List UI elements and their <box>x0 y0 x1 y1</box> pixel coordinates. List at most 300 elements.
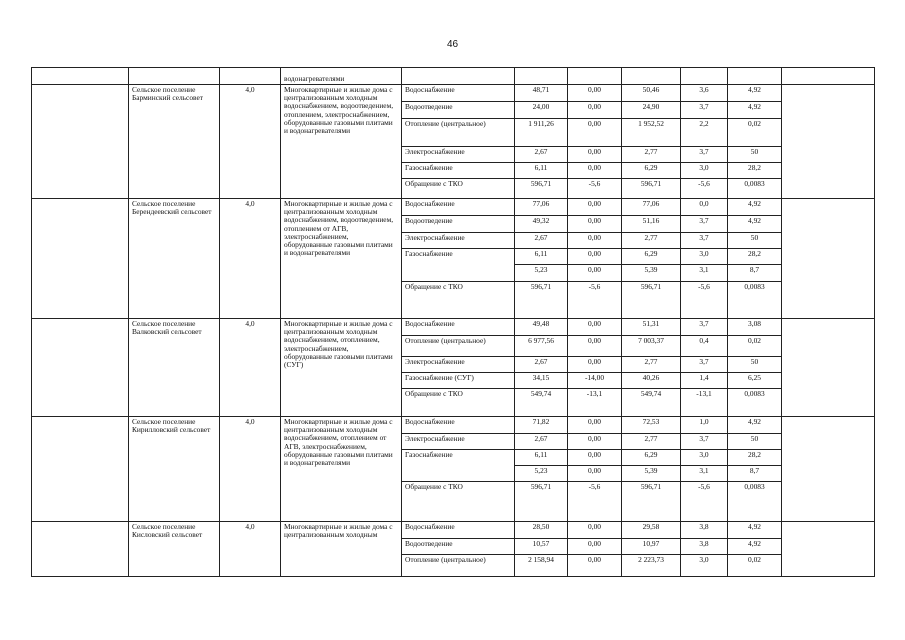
coef-value: 4,0 <box>245 522 255 531</box>
value-v5: 8,7 <box>749 265 760 274</box>
value-v3: 10,97 <box>642 539 660 548</box>
consumer-cell <box>281 85 402 199</box>
settlement-name: Сельское поселение Барминский сельсовет <box>132 85 203 103</box>
value-cell-v3 <box>622 357 681 373</box>
value-cell-v1 <box>515 179 568 199</box>
settlement-cell <box>129 417 220 522</box>
service-name: Водоотведение <box>405 216 453 225</box>
value-cell-v3 <box>622 319 681 336</box>
value-v3: 596,71 <box>640 482 662 491</box>
value-v5: 4,92 <box>748 216 761 225</box>
service-name: Водоснабжение <box>405 85 455 94</box>
value-cell-v1 <box>515 119 568 147</box>
value-cell-v3 <box>622 85 681 102</box>
value-cell-v1 <box>515 389 568 417</box>
value-cell-v5 <box>728 450 782 466</box>
value-v5: 4,92 <box>748 199 761 208</box>
settlement-name: Сельское поселение Кисловский сельсовет <box>132 522 203 540</box>
value-cell-v3 <box>622 522 681 539</box>
consumer-text: Многоквартирные и жилые дома с централизованным холодным водоснабжением, водоотведением, отоплением от АГВ, электроснабжением, оборудованные газовыми плитами и водонагревателями <box>284 199 394 258</box>
value-cell-v3 <box>622 249 681 265</box>
service-name-cell <box>402 482 515 522</box>
value-v3: 29,58 <box>642 522 660 531</box>
coef-value: 4,0 <box>245 85 255 94</box>
value-cell-v4 <box>681 539 728 555</box>
value-v1: 6,11 <box>534 163 548 172</box>
service-name-cell <box>402 179 515 199</box>
value-v3: 2 223,73 <box>638 555 664 564</box>
service-name: Отопление (центральное) <box>405 119 486 128</box>
value-cell-v4 <box>681 450 728 466</box>
value-v2: 0,00 <box>588 199 601 208</box>
consumer-text: Многоквартирные и жилые дома с централизованным холодным водоснабжением, отоплением от АГВ, электроснабжением, оборудованные газовыми плитами и водонагревателями <box>284 417 393 468</box>
blank-cell <box>568 68 622 85</box>
value-cell-v3 <box>622 466 681 482</box>
table-body <box>32 68 875 577</box>
consumer-text: Многоквартирные и жилые дома с централизованным холодным <box>284 522 393 540</box>
value-cell-v2 <box>568 199 622 216</box>
service-name: Электроснабжение <box>405 357 465 366</box>
value-v2: 0,00 <box>588 163 601 172</box>
value-cell-v4 <box>681 147 728 163</box>
value-v2: 0,00 <box>588 466 601 475</box>
value-cell-v4 <box>681 482 728 522</box>
service-name-cell <box>402 357 515 373</box>
value-v1: 596,71 <box>530 179 552 188</box>
value-cell-v4 <box>681 85 728 102</box>
value-v3: 596,71 <box>640 179 662 188</box>
value-v1: 2,67 <box>534 233 548 242</box>
value-v4: 3,7 <box>699 147 709 156</box>
value-v4: 3,0 <box>699 555 709 564</box>
consumer-text: Многоквартирные и жилые дома с централизованным холодным водоснабжением, отоплением, электроснабжением, оборудованные газовыми плитами (СУГ) <box>284 319 393 370</box>
value-v1: 2,67 <box>534 147 548 156</box>
value-v4: 3,7 <box>699 319 709 328</box>
service-name-cell <box>402 119 515 147</box>
blank-cell <box>681 68 728 85</box>
value-cell-v2 <box>568 265 622 282</box>
value-cell-v5 <box>728 102 782 119</box>
value-cell-v1 <box>515 450 568 466</box>
coef-value: 4,0 <box>245 417 255 426</box>
value-v1: 5,23 <box>534 466 548 475</box>
blank-cell <box>32 199 129 319</box>
value-cell-v5 <box>728 389 782 417</box>
value-v1: 5,23 <box>534 265 548 274</box>
value-v3: 7 003,37 <box>638 336 664 345</box>
value-v1: 2,67 <box>534 357 548 366</box>
tariff-table <box>31 67 875 577</box>
value-v1: 49,32 <box>532 216 550 225</box>
value-cell-v5 <box>728 216 782 233</box>
blank-cell <box>782 199 875 319</box>
blank-cell <box>220 68 281 85</box>
value-cell-v2 <box>568 466 622 482</box>
value-cell-v3 <box>622 389 681 417</box>
value-v4: 1,0 <box>699 417 709 426</box>
value-v4: 3,1 <box>699 466 709 475</box>
consumer-cell <box>281 319 402 417</box>
value-v1: 77,06 <box>532 199 550 208</box>
value-v1: 71,82 <box>532 417 550 426</box>
value-cell-v1 <box>515 373 568 389</box>
blank-cell <box>32 85 129 199</box>
value-cell-v3 <box>622 265 681 282</box>
value-cell-v1 <box>515 417 568 434</box>
value-cell-v3 <box>622 233 681 249</box>
service-name-cell <box>402 199 515 216</box>
value-v5: 4,92 <box>748 539 761 548</box>
value-v5: 4,92 <box>748 102 761 111</box>
value-cell-v2 <box>568 389 622 417</box>
service-name: Обращение с ТКО <box>405 389 463 398</box>
settlement-cell <box>129 85 220 199</box>
value-v4: 3,7 <box>699 216 709 225</box>
table-row <box>32 417 875 434</box>
table-row <box>32 522 875 539</box>
value-cell-v5 <box>728 466 782 482</box>
settlement-name: Сельское поселение Валковский сельсовет <box>132 319 202 337</box>
service-name: Газоснабжение <box>405 163 453 172</box>
service-name: Отопление (центральное) <box>405 555 486 564</box>
value-cell-v2 <box>568 434 622 450</box>
value-v1: 6,11 <box>534 450 548 459</box>
value-cell-v5 <box>728 336 782 357</box>
value-cell-v3 <box>622 555 681 577</box>
service-name: Электроснабжение <box>405 233 465 242</box>
value-cell-v5 <box>728 522 782 539</box>
coef-cell <box>220 522 281 577</box>
value-v5: 0,02 <box>748 555 761 564</box>
coef-value: 4,0 <box>245 199 255 208</box>
value-v2: 0,00 <box>588 357 601 366</box>
value-cell-v3 <box>622 434 681 450</box>
value-v1: 2 158,94 <box>528 555 554 564</box>
value-cell-v1 <box>515 233 568 249</box>
value-v2: 0,00 <box>588 147 601 156</box>
settlement-cell <box>129 199 220 319</box>
value-cell-v5 <box>728 119 782 147</box>
value-v3: 5,39 <box>644 466 658 475</box>
value-v4: -5,6 <box>698 482 710 491</box>
value-v5: 28,2 <box>748 163 761 172</box>
service-name-cell <box>402 249 515 282</box>
value-v3: 51,31 <box>642 319 660 328</box>
value-v4: 3,7 <box>699 102 709 111</box>
consumer-cell <box>281 417 402 522</box>
value-v5: 4,92 <box>748 522 761 531</box>
value-cell-v3 <box>622 539 681 555</box>
service-name: Газоснабжение <box>405 450 453 459</box>
value-cell-v4 <box>681 357 728 373</box>
value-cell-v3 <box>622 336 681 357</box>
value-v3: 1 952,52 <box>638 119 664 128</box>
value-cell-v5 <box>728 163 782 179</box>
service-name-cell <box>402 319 515 336</box>
value-cell-v2 <box>568 249 622 265</box>
value-v3: 6,29 <box>644 163 658 172</box>
value-cell-v1 <box>515 265 568 282</box>
value-v2: 0,00 <box>588 249 601 258</box>
value-v3: 2,77 <box>644 233 658 242</box>
blank-cell <box>32 319 129 417</box>
value-v2: 0,00 <box>588 336 601 345</box>
value-v2: 0,00 <box>588 417 601 426</box>
value-cell-v5 <box>728 417 782 434</box>
coef-cell <box>220 85 281 199</box>
value-v1: 6 977,56 <box>528 336 554 345</box>
blank-cell <box>782 319 875 417</box>
table-row-continued <box>32 68 875 85</box>
blank-cell <box>622 68 681 85</box>
blank-cell <box>782 522 875 577</box>
value-v4: 3,7 <box>699 357 709 366</box>
value-cell-v4 <box>681 216 728 233</box>
value-v2: 0,00 <box>588 522 601 531</box>
value-v5: 0,0083 <box>744 282 765 291</box>
blank-cell <box>32 417 129 522</box>
coef-value: 4,0 <box>245 319 255 328</box>
value-v1: 2,67 <box>534 434 548 443</box>
value-v4: 3,1 <box>699 265 709 274</box>
value-v2: 0,00 <box>588 233 601 242</box>
service-name-cell <box>402 85 515 102</box>
value-cell-v5 <box>728 199 782 216</box>
value-v4: 3,0 <box>699 163 709 172</box>
value-v1: 549,74 <box>530 389 552 398</box>
value-cell-v4 <box>681 233 728 249</box>
value-v2: -5,6 <box>588 179 601 188</box>
value-cell-v5 <box>728 85 782 102</box>
value-cell-v2 <box>568 336 622 357</box>
value-cell-v4 <box>681 417 728 434</box>
service-name-cell <box>402 434 515 450</box>
value-v5: 50 <box>750 147 759 156</box>
value-cell-v4 <box>681 163 728 179</box>
value-cell-v3 <box>622 102 681 119</box>
table-row <box>32 319 875 336</box>
consumer-text: водонагревателями <box>284 73 345 83</box>
table-row <box>32 85 875 102</box>
value-v4: 1,4 <box>699 373 709 382</box>
service-name: Обращение с ТКО <box>405 282 463 291</box>
value-v1: 596,71 <box>530 482 552 491</box>
blank-cell <box>782 417 875 522</box>
service-name: Газоснабжение (СУГ) <box>405 373 474 382</box>
value-cell-v4 <box>681 119 728 147</box>
table-row <box>32 199 875 216</box>
value-cell-v4 <box>681 199 728 216</box>
value-v4: -5,6 <box>698 179 710 188</box>
service-name: Водоотведение <box>405 102 453 111</box>
value-cell-v3 <box>622 147 681 163</box>
value-v5: 50 <box>750 434 759 443</box>
value-cell-v1 <box>515 216 568 233</box>
value-v4: 3,0 <box>699 450 709 459</box>
value-cell-v1 <box>515 555 568 577</box>
value-v2: 0,00 <box>588 450 601 459</box>
value-cell-v3 <box>622 417 681 434</box>
value-cell-v3 <box>622 163 681 179</box>
blank-cell <box>782 85 875 199</box>
value-cell-v1 <box>515 357 568 373</box>
value-cell-v1 <box>515 466 568 482</box>
value-cell-v1 <box>515 85 568 102</box>
value-cell-v5 <box>728 539 782 555</box>
service-name-cell <box>402 102 515 119</box>
value-cell-v1 <box>515 102 568 119</box>
value-cell-v2 <box>568 282 622 319</box>
value-v1: 28,50 <box>532 522 550 531</box>
value-v5: 50 <box>750 357 759 366</box>
value-v5: 4,92 <box>748 85 761 94</box>
value-cell-v5 <box>728 555 782 577</box>
value-cell-v5 <box>728 319 782 336</box>
value-cell-v3 <box>622 119 681 147</box>
value-cell-v2 <box>568 539 622 555</box>
value-cell-v4 <box>681 389 728 417</box>
value-cell-v3 <box>622 373 681 389</box>
service-name-cell <box>402 555 515 577</box>
value-cell-v2 <box>568 163 622 179</box>
service-name-cell <box>402 147 515 163</box>
service-name-cell <box>402 336 515 357</box>
service-name: Водоотведение <box>405 539 453 548</box>
value-v3: 50,46 <box>642 85 660 94</box>
value-v5: 0,0083 <box>744 389 765 398</box>
blank-cell <box>782 68 875 85</box>
value-cell-v2 <box>568 119 622 147</box>
value-cell-v3 <box>622 482 681 522</box>
consumer-cell <box>281 522 402 577</box>
value-v3: 5,39 <box>644 265 658 274</box>
consumer-cell <box>281 199 402 319</box>
value-v1: 48,71 <box>532 85 550 94</box>
value-cell-v4 <box>681 249 728 265</box>
value-v1: 24,00 <box>532 102 550 111</box>
value-cell-v5 <box>728 482 782 522</box>
value-v3: 72,53 <box>642 417 660 426</box>
value-v4: 2,2 <box>699 119 709 128</box>
value-cell-v2 <box>568 482 622 522</box>
value-v2: 0,00 <box>588 265 601 274</box>
blank-cell <box>402 68 515 85</box>
service-name: Обращение с ТКО <box>405 179 463 188</box>
value-cell-v5 <box>728 357 782 373</box>
value-cell-v4 <box>681 434 728 450</box>
value-cell-v1 <box>515 522 568 539</box>
coef-cell <box>220 319 281 417</box>
value-cell-v3 <box>622 179 681 199</box>
service-name: Водоснабжение <box>405 417 455 426</box>
service-name: Электроснабжение <box>405 434 465 443</box>
value-v5: 0,0083 <box>744 482 765 491</box>
service-name: Водоснабжение <box>405 199 455 208</box>
service-name-cell <box>402 373 515 389</box>
consumer-text: Многоквартирные и жилые дома с централизованным холодным водоснабжением, водоотведением, отоплением, электроснабжением, оборудованные газовыми плитами и водонагревателями <box>284 85 394 136</box>
value-cell-v1 <box>515 319 568 336</box>
value-cell-v1 <box>515 163 568 179</box>
value-cell-v1 <box>515 336 568 357</box>
value-v5: 28,2 <box>748 249 761 258</box>
value-cell-v2 <box>568 102 622 119</box>
value-v1: 596,71 <box>530 282 552 291</box>
value-v3: 77,06 <box>642 199 660 208</box>
service-name-cell <box>402 522 515 539</box>
settlement-cell <box>129 319 220 417</box>
service-name: Отопление (центральное) <box>405 336 486 345</box>
value-v4: 3,0 <box>699 249 709 258</box>
value-v3: 2,77 <box>644 357 658 366</box>
value-v5: 0,02 <box>748 119 761 128</box>
value-v1: 49,48 <box>532 319 550 328</box>
value-cell-v1 <box>515 199 568 216</box>
value-cell-v4 <box>681 466 728 482</box>
blank-cell <box>129 68 220 85</box>
value-v2: -5,6 <box>588 482 601 491</box>
value-cell-v4 <box>681 336 728 357</box>
value-cell-v2 <box>568 373 622 389</box>
value-cell-v5 <box>728 282 782 319</box>
service-name: Водоснабжение <box>405 319 455 328</box>
value-v5: 3,08 <box>748 319 761 328</box>
value-v3: 2,77 <box>644 434 658 443</box>
service-name-cell <box>402 417 515 434</box>
value-v3: 6,29 <box>644 249 658 258</box>
service-name: Газоснабжение <box>405 249 453 258</box>
value-cell-v3 <box>622 282 681 319</box>
value-cell-v3 <box>622 199 681 216</box>
value-cell-v2 <box>568 147 622 163</box>
value-cell-v4 <box>681 179 728 199</box>
value-cell-v3 <box>622 216 681 233</box>
settlement-cell <box>129 522 220 577</box>
value-cell-v2 <box>568 450 622 466</box>
blank-cell <box>32 68 129 85</box>
value-cell-v2 <box>568 417 622 434</box>
value-v5: 6,25 <box>748 373 761 382</box>
value-cell-v5 <box>728 147 782 163</box>
value-v2: 0,00 <box>588 539 601 548</box>
value-v5: 4,92 <box>748 417 761 426</box>
value-v2: -13,1 <box>586 389 603 398</box>
value-v4: 3,8 <box>699 522 709 531</box>
service-name-cell <box>402 539 515 555</box>
value-cell-v4 <box>681 555 728 577</box>
value-v1: 1 911,26 <box>528 119 554 128</box>
value-v3: 51,16 <box>642 216 660 225</box>
service-name-cell <box>402 282 515 319</box>
settlement-name: Сельское поселение Берендеевский сельсовет <box>132 199 212 217</box>
value-v1: 10,57 <box>532 539 550 548</box>
blank-cell <box>32 522 129 577</box>
value-cell-v2 <box>568 216 622 233</box>
value-cell-v2 <box>568 179 622 199</box>
consumer-cell <box>281 68 402 85</box>
value-v1: 34,15 <box>532 373 550 382</box>
value-v5: 0,02 <box>748 336 761 345</box>
settlement-name: Сельское поселение Кирилловский сельсовет <box>132 417 211 435</box>
value-v3: 24,90 <box>642 102 660 111</box>
value-cell-v5 <box>728 373 782 389</box>
value-cell-v4 <box>681 373 728 389</box>
value-cell-v2 <box>568 555 622 577</box>
value-v2: 0,00 <box>588 434 601 443</box>
service-name-cell <box>402 163 515 179</box>
service-name: Обращение с ТКО <box>405 482 463 491</box>
value-v2: 0,00 <box>588 102 601 111</box>
coef-cell <box>220 417 281 522</box>
